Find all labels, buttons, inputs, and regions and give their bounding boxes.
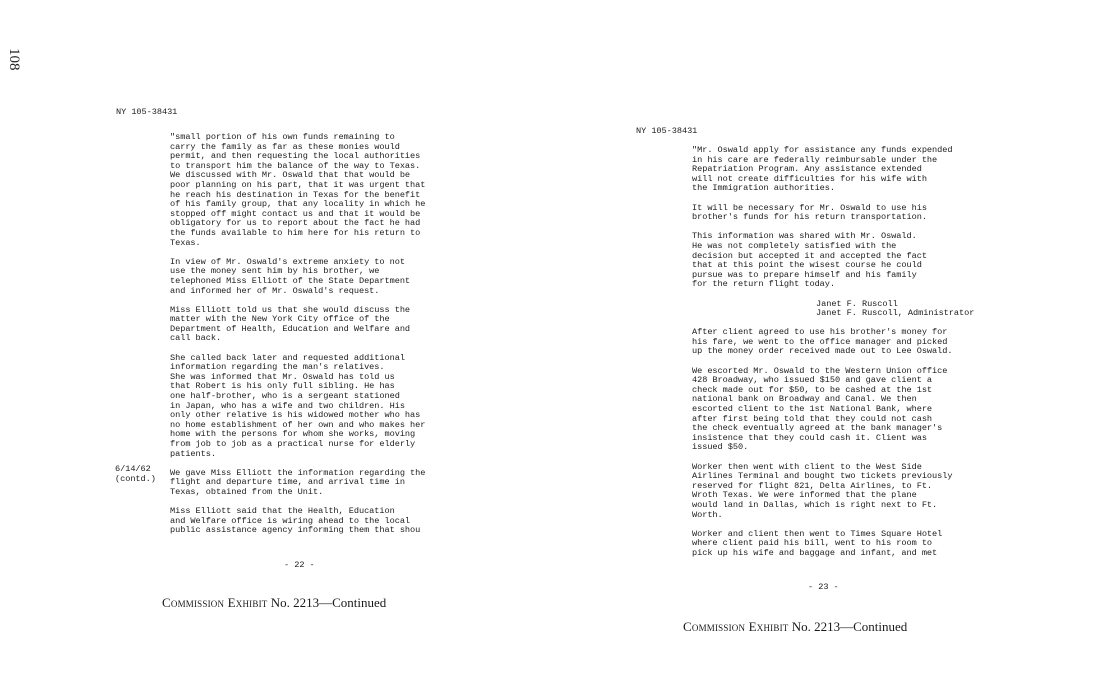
right-page-footer: - 23 - (808, 582, 839, 592)
left-paragraph-3: Miss Elliott told us that she would discuss the matter with the New York City office of the Department of Health, Education and Welfare and call back. (170, 304, 411, 344)
right-paragraph-2: It will be necessary for Mr. Oswald to use his brother's funds for his return transportation. (692, 202, 927, 223)
right-paragraph-4: After client agreed to use his brother's money for his fare, we went to the office manager and picked up the money order received made out to Lee Oswald. (692, 327, 953, 357)
side-page-number: 108 (6, 48, 22, 71)
left-date-note: 6/14/62 (contd.) (115, 464, 156, 484)
left-paragraph-4: She called back later and requested additional information regarding the man's relatives. She was informed that Mr. Oswald has told us that Robert is his only full sibling. He has one half-brother, who is a sergeant stationed in Japan, who has a wife and two children. His only other relative is his widowed mother who has no home establishment of her own and who makes her home with the persons for whom she works, moving from job to job as a practical nurse for elderly patients. (170, 352, 426, 459)
right-paragraph-1: "Mr. Oswald apply for assistance any funds expended in his care are federally reimbursable under the Repatriation Program. Any assistance extended will not create difficulties for his wife with the Immigration authorities. (692, 145, 953, 194)
left-exhibit-prefix: Commission Exhibit (162, 595, 268, 610)
right-exhibit-caption (683, 619, 907, 635)
right-exhibit-suffix: No. 2213—Continued (791, 619, 908, 634)
right-paragraph-7: Worker and client then went to Times Square Hotel where client paid his bill, went to his room to pick up his wife and baggage and infant, and met (692, 528, 943, 558)
right-file-number: NY 105-38431 (636, 126, 698, 136)
left-file-number: NY 105-38431 (116, 107, 178, 117)
right-signature: Janet F. Ruscoll Janet F. Ruscoll, Administrator (816, 298, 975, 319)
left-exhibit-suffix: No. 2213—Continued (270, 595, 387, 610)
right-exhibit-prefix: Commission Exhibit (683, 619, 789, 634)
right-paragraph-5: We escorted Mr. Oswald to the Western Union office 428 Broadway, who issued $150 and gave client a check made out for $50, to be cashed at the 1st national bank on Broadway and Canal. We then escorted client to the 1st National Bank, where after first being told that they could not cash the check eventually agreed at the bank manager's insistence that they could cash it. Client was issued $50. (692, 365, 948, 453)
left-paragraph-2: In view of Mr. Oswald's extreme anxiety to not use the money sent him by his brother, we telephoned Miss Elliott of the State Department and informed her of Mr. Oswald's request. (170, 256, 411, 296)
right-paragraph-6: Worker then went with client to the West Side Airlines Terminal and bought two tickets previously reserved for flight 821, Delta Airlines, to Ft. Wroth Texas. We were informed that the plane would land in Dallas, which is right next to Ft. Worth. (692, 461, 953, 520)
right-paragraph-3: This information was shared with Mr. Oswald. He was not completely satisfied with the decision but accepted it and accepted the fact that at this point the wisest course he could pursue was to prepare himself and his family for the return flight today. (692, 231, 927, 290)
left-page-body (170, 133, 470, 546)
right-page-body (692, 146, 1002, 568)
left-paragraph-5: We gave Miss Elliott the information regarding the flight and departure time, and arrival time in Texas, obtained from the Unit. (170, 467, 426, 497)
left-exhibit-caption (162, 595, 386, 611)
left-paragraph-6: Miss Elliott said that the Health, Education and Welfare office is wiring ahead to the local public assistance agency informing them that shou (170, 506, 421, 536)
left-page-footer: - 22 - (284, 560, 315, 570)
left-paragraph-1: "small portion of his own funds remaining to carry the family as far as these monies would permit, and then requesting the local authorities to transport him the balance of the way to Texas. We discussed with Mr. Oswald that that would be poor planning on his part, that it was urgent that he reach his destination in Texas for the benefit of his family group, that any locality in which he stopped off might contact us and that it would be obligatory for us to report about the fact he had the funds available to him here for his return to Texas. (170, 132, 426, 248)
